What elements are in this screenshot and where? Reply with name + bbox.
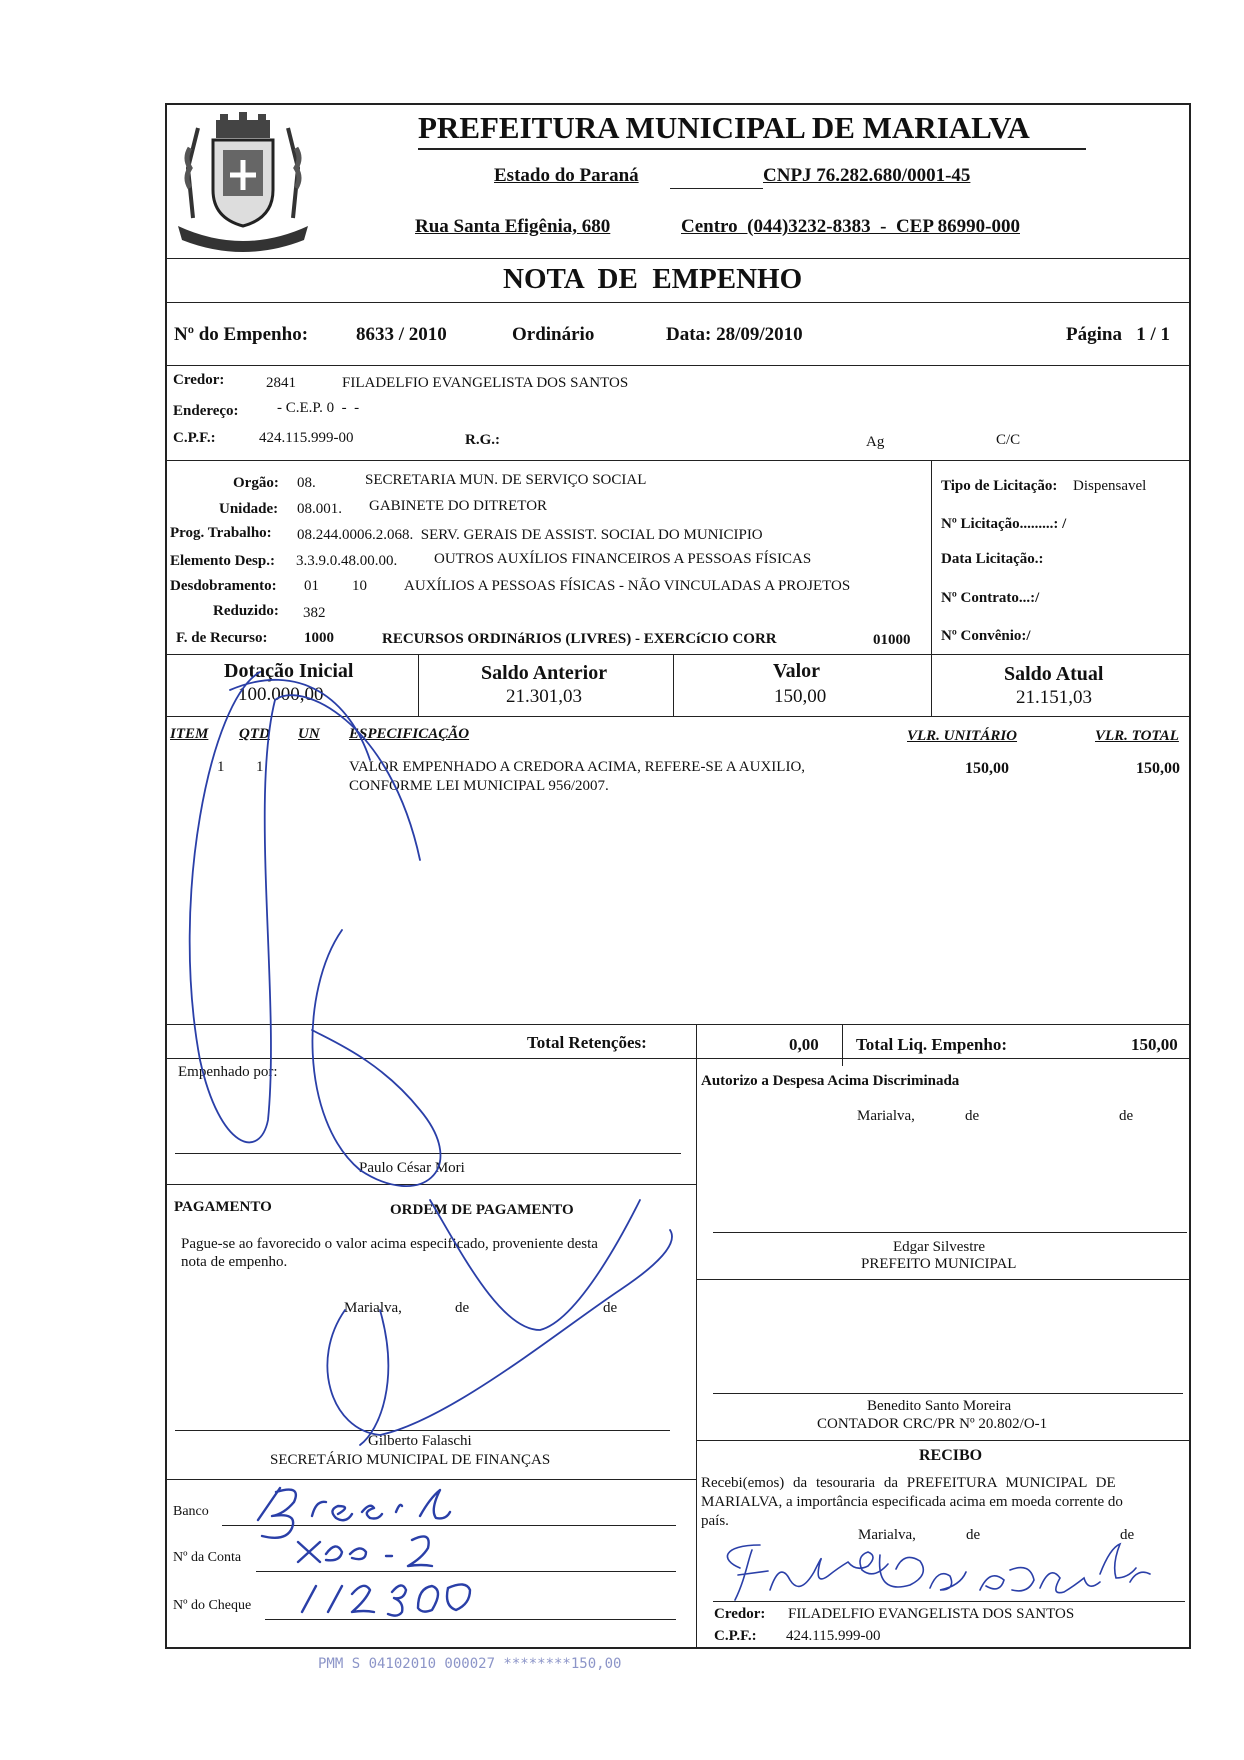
autorizo-de1: de	[965, 1108, 980, 1124]
saldo-anterior-label: Saldo Anterior	[481, 662, 608, 684]
unidade-desc: GABINETE DO DITRETOR	[369, 498, 548, 514]
credor-name: FILADELFIO EVANGELISTA DOS SANTOS	[342, 375, 629, 391]
liquido-label: Total Liq. Empenho:	[856, 1035, 1007, 1054]
elemento-label: Elemento Desp.:	[170, 553, 275, 569]
empenho-type: Ordinário	[512, 324, 595, 345]
coat-of-arms-icon	[168, 108, 318, 256]
header-address: Centro (044)3232-8383 - CEP 86990-000	[681, 216, 1020, 237]
unidade-code: 08.001.	[297, 501, 342, 517]
col-total: VLR. TOTAL	[1095, 728, 1179, 744]
contador-title: CONTADOR CRC/PR Nº 20.802/O-1	[817, 1416, 1048, 1432]
desdobramento-a: 01	[304, 578, 319, 594]
recibo-credor-label: Credor:	[714, 1606, 766, 1622]
dotacao-inicial-label: Dotação Inicial	[224, 660, 354, 682]
recibo-cpf-label: C.P.F.:	[714, 1628, 757, 1644]
item-row-item: 1	[217, 759, 225, 775]
recurso-code2: 01000	[873, 632, 911, 648]
licitacao-tipo-label: Tipo de Licitação:	[941, 478, 1058, 494]
recurso-code: 1000	[304, 630, 334, 646]
conta-label: Nº da Conta	[173, 1550, 242, 1565]
empenho-number-label: Nº do Empenho:	[174, 324, 309, 345]
autorizo-de2: de	[1119, 1108, 1134, 1124]
recibo-de1: de	[966, 1527, 981, 1543]
svg-text:MARIALVA: MARIALVA	[218, 230, 268, 241]
licitacao-contrato: Nº Contrato...:/	[941, 590, 1040, 606]
saldo-anterior-value: 21.301,03	[506, 686, 582, 707]
pagamento-de2: de	[603, 1300, 618, 1316]
autorizo-city: Marialva,	[857, 1108, 915, 1124]
item-row-unit: 150,00	[965, 760, 1009, 777]
reduzido-value: 382	[303, 605, 326, 621]
pagamento-signer-title: SECRETÁRIO MUNICIPAL DE FINANÇAS	[270, 1452, 551, 1468]
desdobramento-b: 10	[352, 578, 367, 594]
elemento-code: 3.3.9.0.48.00.00.	[296, 553, 398, 569]
licitacao-numero: Nº Licitação.........: /	[941, 516, 1067, 532]
recibo-text-line1: Recebi(emos) da tesouraria da PREFEITURA MUNICIPAL DE	[701, 1475, 1116, 1491]
header-title: PREFEITURA MUNICIPAL DE MARIALVA	[418, 110, 1030, 145]
header-street: Rua Santa Efigênia, 680	[415, 216, 611, 237]
recibo-text-line3: país.	[701, 1513, 729, 1529]
empenho-page: Página 1 / 1	[1066, 324, 1170, 345]
col-spec: ESPECIFICAÇÃO	[349, 726, 470, 742]
col-un: UN	[298, 726, 320, 742]
recibo-de2: de	[1120, 1527, 1135, 1543]
header-state: Estado do Paraná	[494, 165, 639, 186]
ordem-pagamento-label: ORDEM DE PAGAMENTO	[390, 1202, 574, 1218]
valor-label: Valor	[773, 660, 821, 682]
pagamento-text-line2: nota de empenho.	[181, 1254, 288, 1270]
recibo-title: RECIBO	[919, 1447, 983, 1464]
empenho-number: 8633 / 2010	[356, 324, 447, 345]
endereco-label: Endereço:	[173, 403, 239, 419]
payment-stamp: PMM S 04102010 000027 ********150,00	[318, 1656, 622, 1672]
orgao-desc: SECRETARIA MUN. DE SERVIÇO SOCIAL	[365, 472, 647, 488]
recibo-cpf: 424.115.999-00	[786, 1628, 881, 1644]
cc-label: C/C	[996, 432, 1021, 448]
liquido-value: 150,00	[1131, 1035, 1178, 1054]
cpf-value: 424.115.999-00	[259, 430, 354, 446]
document-title: NOTA DE EMPENHO	[503, 263, 803, 295]
prefeito-title: PREFEITO MUNICIPAL	[861, 1256, 1017, 1272]
elemento-desc: OUTROS AUXÍLIOS FINANCEIROS A PESSOAS FÍSICAS	[434, 551, 812, 567]
empenhado-label: Empenhado por:	[178, 1064, 278, 1080]
contador-name: Benedito Santo Moreira	[867, 1398, 1012, 1414]
pagamento-signer-name: Gilberto Falaschi	[368, 1433, 472, 1449]
endereco-value: - C.E.P. 0 - -	[277, 400, 360, 416]
credor-label: Credor:	[173, 372, 225, 388]
licitacao-tipo: Dispensavel	[1073, 478, 1147, 494]
recurso-label: F. de Recurso:	[176, 630, 268, 646]
item-row-spec-line1: VALOR EMPENHADO A CREDORA ACIMA, REFERE-SE A AUXILIO,	[349, 759, 806, 775]
prefeito-name: Edgar Silvestre	[893, 1239, 986, 1255]
empenho-date: Data: 28/09/2010	[666, 324, 803, 345]
reduzido-label: Reduzido:	[213, 603, 279, 619]
pagamento-label: PAGAMENTO	[174, 1199, 272, 1215]
saldo-atual-label: Saldo Atual	[1004, 663, 1104, 685]
licitacao-convenio: Nº Convênio:/	[941, 628, 1031, 644]
dotacao-inicial-value: 100.000,00	[238, 684, 324, 705]
header-cnpj: CNPJ 76.282.680/0001-45	[763, 165, 971, 186]
orgao-code: 08.	[297, 475, 316, 491]
rg-label: R.G.:	[465, 432, 500, 448]
ag-label: Ag	[866, 434, 885, 450]
saldo-atual-value: 21.151,03	[1016, 687, 1092, 708]
recurso-desc: RECURSOS ORDINáRIOS (LIVRES) - EXERCíCIO CORR	[382, 631, 777, 647]
licitacao-data: Data Licitação.:	[941, 551, 1044, 567]
credor-code: 2841	[266, 375, 296, 391]
col-unit: VLR. UNITÁRIO	[907, 728, 1018, 744]
orgao-label: Orgão:	[233, 475, 279, 491]
recibo-city: Marialva,	[858, 1527, 916, 1543]
pagamento-city: Marialva,	[344, 1300, 402, 1316]
prog-label: Prog. Trabalho:	[170, 525, 272, 541]
item-row-total: 150,00	[1136, 760, 1180, 777]
pagamento-de1: de	[455, 1300, 470, 1316]
cheque-label: Nº do Cheque	[173, 1598, 252, 1613]
retencoes-label: Total Retenções:	[527, 1033, 647, 1052]
recibo-credor-name: FILADELFIO EVANGELISTA DOS SANTOS	[788, 1606, 1075, 1622]
desdobramento-desc: AUXÍLIOS A PESSOAS FÍSICAS - NÃO VINCULADAS A PROJETOS	[404, 578, 851, 594]
col-item: ITEM	[170, 726, 209, 742]
item-row-spec-line2: CONFORME LEI MUNICIPAL 956/2007.	[349, 778, 609, 794]
desdobramento-label: Desdobramento:	[170, 578, 277, 594]
recibo-text-line2: MARIALVA, a importância especificada acima em moeda corrente do	[701, 1494, 1123, 1510]
empenhado-name: Paulo César Mori	[359, 1160, 465, 1176]
autorizo-label: Autorizo a Despesa Acima Discriminada	[701, 1073, 960, 1089]
pagamento-text-line1: Pague-se ao favorecido o valor acima especificado, proveniente desta	[181, 1236, 598, 1252]
retencoes-value: 0,00	[789, 1035, 819, 1054]
valor-value: 150,00	[774, 686, 827, 707]
unidade-label: Unidade:	[219, 501, 279, 517]
cpf-label: C.P.F.:	[173, 430, 216, 446]
prog-value: 08.244.0006.2.068. SERV. GERAIS DE ASSIST. SOCIAL DO MUNICIPIO	[297, 527, 763, 543]
col-qtd: QTD	[239, 726, 270, 742]
item-row-qtd: 1	[256, 759, 264, 775]
banco-label: Banco	[173, 1504, 209, 1519]
